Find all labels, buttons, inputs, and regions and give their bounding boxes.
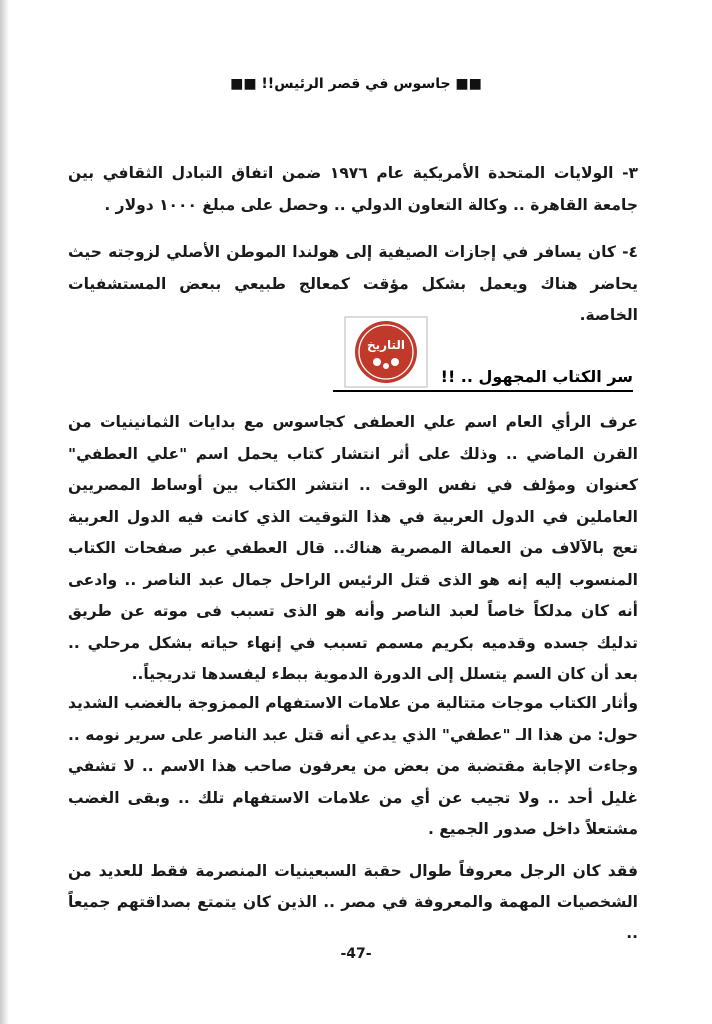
- paragraph-3: فقد كان الرجل معروفاً طوال حقبة السبعينيات المنصرمة فقط للعديد من الشخصيات المهمة والمعروفة في مصر .. الذين كان يتمتع بصداقتهم جميعاً ..: [68, 862, 638, 942]
- running-header: ■■ جاسوس في قصر الرئيس!! ■■: [230, 76, 482, 92]
- page-edge-shadow: [0, 0, 9, 1024]
- list-item-4: ٤- كان يسافر في إجازات الصيفية إلى هولندا الموطن الأصلي لزوجته حيث يحاضر هناك ويعمل بشكل مؤقت كمعالج طبيعي ببعض المستشفيات الخاصة.: [68, 243, 638, 324]
- list-item-3: ٣- الولايات المتحدة الأمريكية عام ١٩٧٦ ضمن اتفاق التبادل الثقافي بين جامعة القاهرة .. وكالة التعاون الدولي .. وحصل على مبلغ ١٠٠٠ دولار .: [68, 164, 638, 214]
- paragraph-1: عرف الرأي العام اسم علي العطفى كجاسوس مع بدايات الثمانينيات من القرن الماضي .. وذلك على أثر انتشار كتاب يحمل اسم "علي العطفي" كعنوان ومؤلف في نفس الوقت .. انتشر الكتاب بين أوساط المصريين العاملين في الدول العربية في هذا التوقيت الذي كانت فيه الدول العربية تعج بالآلاف من العمالة المصرية هناك.. قال العطفي عبر صفحات الكتاب المنسوب إليه إنه هو الذى قتل الرئيس الراحل جمال عبد الناصر .. وادعى أنه كان مدلكاً خاصاً لعبد الناصر وأنه هو الذى تسبب فى موته عن طريق تدليك جسده وقدميه بكريم مسمم تسبب في إنهاء حياته بشكل مرحلي .. بعد أن كان السم يتسلل إلى الدورة الدموية ببطء ليفسدها تدريجياً..: [68, 413, 638, 683]
- page-number: -47-: [340, 946, 372, 962]
- paragraph-2: وأثار الكتاب موجات متتالية من علامات الاستفهام الممزوجة بالغضب الشديد حول: من هذا الـ "عطفي" الذي يدعي أنه قتل عبد الناصر على سرير نومه .. وجاءت الإجابة مقتضبة من بعض من يعرفون صاحب هذا الاسم .. لا تشفي غليل أحد .. ولا تجيب عن أي من علامات الاستفهام تلك .. وبقى الغضب مشتعلاً داخل صدور الجميع .: [68, 694, 638, 838]
- logo-text: التاريخ: [366, 338, 406, 352]
- section-heading: سر الكتاب المجهول .. !!: [440, 367, 633, 386]
- heading-underline: [333, 390, 633, 392]
- history-logo-icon: [344, 316, 428, 388]
